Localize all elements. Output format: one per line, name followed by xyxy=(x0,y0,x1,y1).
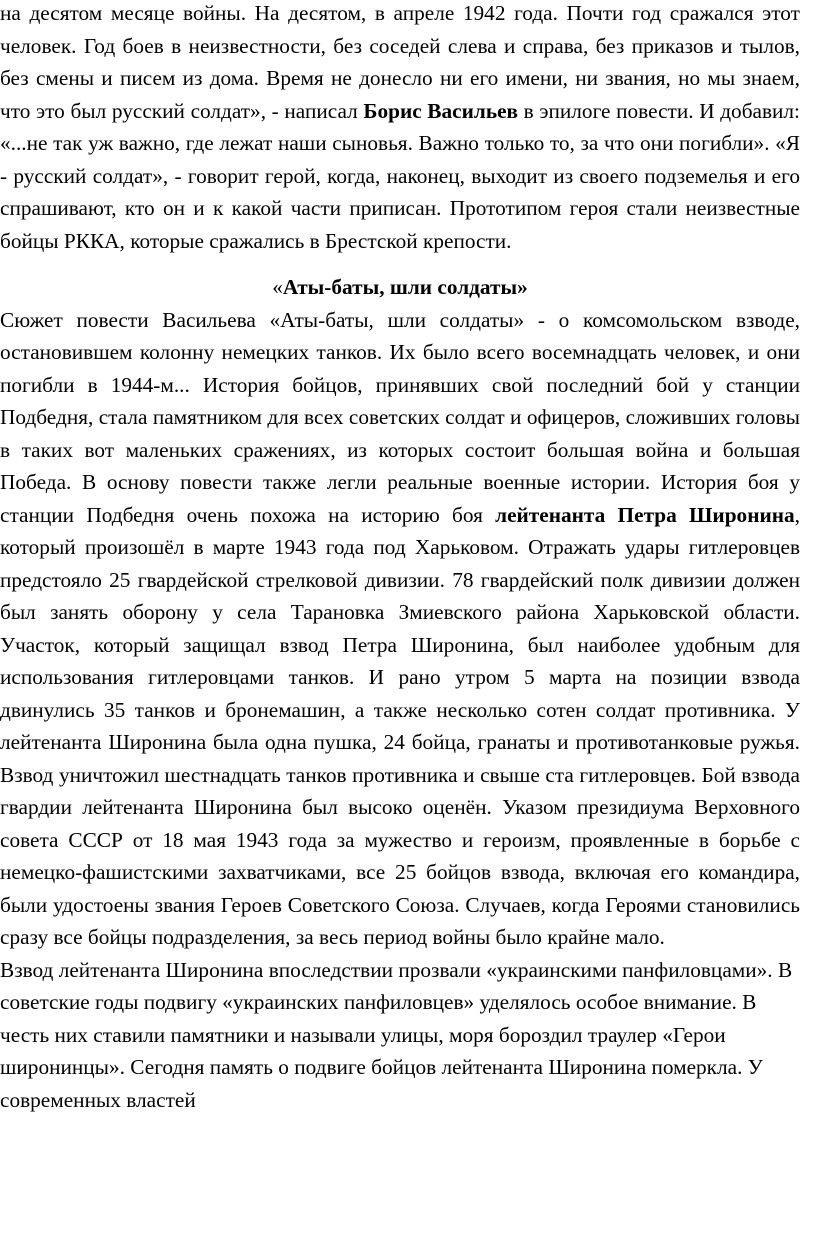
lieutenant-name: лейтенанта Петра Широнина xyxy=(495,502,795,527)
paragraph-epilogue xyxy=(0,0,800,257)
paragraph-memory-text: Взвод лейтенанта Широнина впоследствии прозвали «украинскими панфиловцами». В советские годы подвигу «украинских панфиловцев» уделялось особое внимание. В честь них ставили памятники и называли улицы, моря бороздил траулер «Герои широнинцы». Сегодня память о подвиге бойцов лейтенанта Широнина померкла. У современных властей xyxy=(0,957,793,1112)
paragraph-plot-text-start: Сюжет повести Васильева «Аты-баты, шли солдаты» - о комсомольском взводе, остановившем колонну немецких танков. Их было всего восемнадцать человек, и они погибли в 1944-м... История бойцов, принявших свой последний бой у станции Подбедня, стала памятником для всех советских солдат и офицеров, сложивших головы в таких вот маленьких сражениях, из которых состоит большая война и большая Победа. В основу повести также легли реальные военные истории. История боя у станции Подбедня очень похожа на историю боя xyxy=(0,307,800,527)
heading-close-quote: » xyxy=(517,275,528,299)
section-heading xyxy=(0,271,800,304)
paragraph-memory xyxy=(0,954,800,1117)
heading-open-quote: « xyxy=(272,275,283,299)
heading-title: Аты-баты, шли солдаты xyxy=(282,275,518,299)
paragraph-plot xyxy=(0,304,800,954)
author-name: Борис Васильев xyxy=(363,98,519,123)
paragraph-plot-text-end: , который произошёл в марте 1943 года под Харьковом. Отражать удары гитлеровцев предстояло 25 гвардейской стрелковой дивизии. 78 гвардейский полк дивизии должен был занять оборону у села Тарановка Змиевского района Харьковской области. Участок, который защищал взвод Петра Широнина, был наиболее удобным для использования гитлеровцами танков. И рано утром 5 марта на позиции взвода двинулись 35 танков и бронемашин, а также несколько сотен солдат противника. У лейтенанта Широнина была одна пушка, 24 бойца, гранаты и противотанковые ружья. Взвод уничтожил шестнадцать танков противника и свыше ста гитлеровцев. Бой взвода гвардии лейтенанта Широнина был высоко оценён. Указом президиума Верховного совета СССР от 18 мая 1943 года за мужество и героизм, проявленные в борьбе с немецко-фашистскими захватчиками, все 25 бойцов взвода, включая его командира, были удостоены звания Героев Советского Союза. Случаев, когда Героями становились сразу все бойцы подразделения, за весь период войны было крайне мало. xyxy=(0,502,800,949)
paragraph-epilogue-text-start: на десятом месяце войны. На десятом, в апреле 1942 года. Почти год сражался этот человек. Год боев в неизвестности, без соседей слева и справа, без приказов и тылов, без смены и писем из дома. Время не донесло ни его имени, ни звания, но мы знаем, что это был русский солдат», - написал xyxy=(0,1,800,123)
paragraph-epilogue-text-end: в эпилоге повести. И добавил: «...не так уж важно, где лежат наши сыновья. Важно только то, за что они погибли». «Я - русский солдат», - говорит герой, когда, наконец, выходит из своего подземелья и его спрашивают, кто он и к какой части приписан. Прототипом героя стали неизвестные бойцы РККА, которые сражались в Брестской крепости. xyxy=(0,98,800,253)
